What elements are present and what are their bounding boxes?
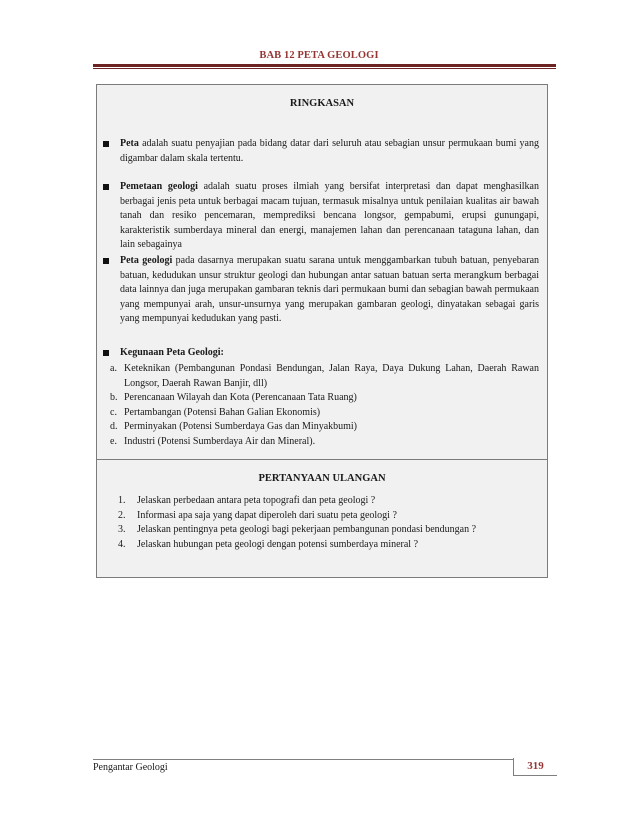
header-rule-thin [93,68,556,69]
list-item [110,391,539,406]
list-text: Pertambangan (Potensi Bahan Galian Ekonomis) [124,406,321,418]
bullet-term: Peta [120,138,139,149]
header-title: BAB 12 PETA GEOLOGI [259,50,379,61]
list-item [118,538,538,553]
bullet-square-icon [103,184,109,190]
list-text: Perminyakan (Potensi Sumberdaya Gas dan Minyakbumi) [124,421,358,433]
bullet-term: Peta geologi [120,255,173,266]
list-text: Perencanaan Wilayah dan Kota (Perencanaan Tata Ruang) [124,392,357,404]
bullet-text: pada dasarnya merupakan suatu sarana untuk menggambarkan tubuh batuan, penyebaran batuan, kedudukan unsur struktur geologi dan hubungan antar satuan batuan serta merangkum berbagai data lainnya dan juga merupakan gambaran teknis dari permukaan bumi dan sebagian bawah permukaan yang mempunyai arah, unsur-unsurnya yang merupakan gambaran geologi, dinyatakan sebagai garis yang mempunyai kedudukan yang pasti. [120,255,540,325]
bullet-pemetaan-geologi [103,180,539,253]
list-marker: e. [110,435,117,447]
list-item [110,420,539,435]
summary-title: RINGKASAN [289,98,355,109]
list-text: Keteknikan (Pembangunan Pondasi Bendungan, Jalan Raya, Daya Dukung Lahan, Daerah Rawan Longsor, Daerah Rawan Banjir, dll) [124,363,539,389]
list-marker: d. [110,421,118,433]
list-text: Jelaskan pentingnya peta geologi bagi pekerjaan pembangunan pondasi bendungan ? [137,524,477,536]
list-marker: b. [110,392,118,404]
bullet-text: adalah suatu proses ilmiah yang bersifat interpretasi dan dapat menghasilkan berbagai jenis peta untuk berbagai macam tujuan, termasuk misalnya untuk penilaian kualitas air bawah tanah dan resiko pencemaran, memprediksi bencana longsor, gempabumi, erupsi gunungapi, karakteristik sumberdaya mineral dan energi, manajemen lahan dan perencanaan tataguna lahan, dan lain sebagainya [120,181,539,251]
uses-list [110,362,539,450]
bullet-kegunaan [103,346,539,361]
list-marker: 2. [118,509,126,521]
bullet-square-icon [103,350,109,356]
bullet-square-icon [103,258,109,264]
list-item [118,523,538,538]
questions-list [118,494,538,552]
list-text: Jelaskan perbedaan antara peta topografi dan peta geologi ? [137,495,376,506]
bullet-term: Pemetaan geologi [120,181,198,192]
header-rule-thick [93,64,556,67]
list-marker: c. [110,406,117,418]
list-item [110,435,539,450]
bullet-term: Kegunaan Peta Geologi: [120,347,224,358]
list-item [118,509,538,524]
bullet-peta [103,137,539,166]
list-item [110,362,539,391]
questions-title: PERTANYAAN ULANGAN [258,473,386,484]
list-marker: 1. [118,495,126,506]
list-marker: 3. [118,524,126,536]
list-item [110,406,539,421]
bullet-peta-geologi [103,254,539,327]
list-text: Industri (Potensi Sumberdaya Air dan Mineral). [124,435,316,447]
footer-book-title: Pengantar Geologi [93,762,168,773]
list-item [118,494,538,509]
footer-rule [93,759,513,760]
list-marker: a. [110,363,117,374]
list-text: Jelaskan hubungan peta geologi dengan potensi sumberdaya mineral ? [137,538,419,550]
list-marker: 4. [118,538,126,550]
bullet-text: adalah suatu penyajian pada bidang datar dari seluruh atau sebagian unsur permukaan bumi yang digambar dalam skala tertentu. [120,138,539,164]
page-number: 319 [513,758,557,776]
panel-divider [96,459,548,460]
bullet-square-icon [103,141,109,147]
list-text: Informasi apa saja yang dapat diperoleh dari suatu peta geologi ? [137,509,397,521]
